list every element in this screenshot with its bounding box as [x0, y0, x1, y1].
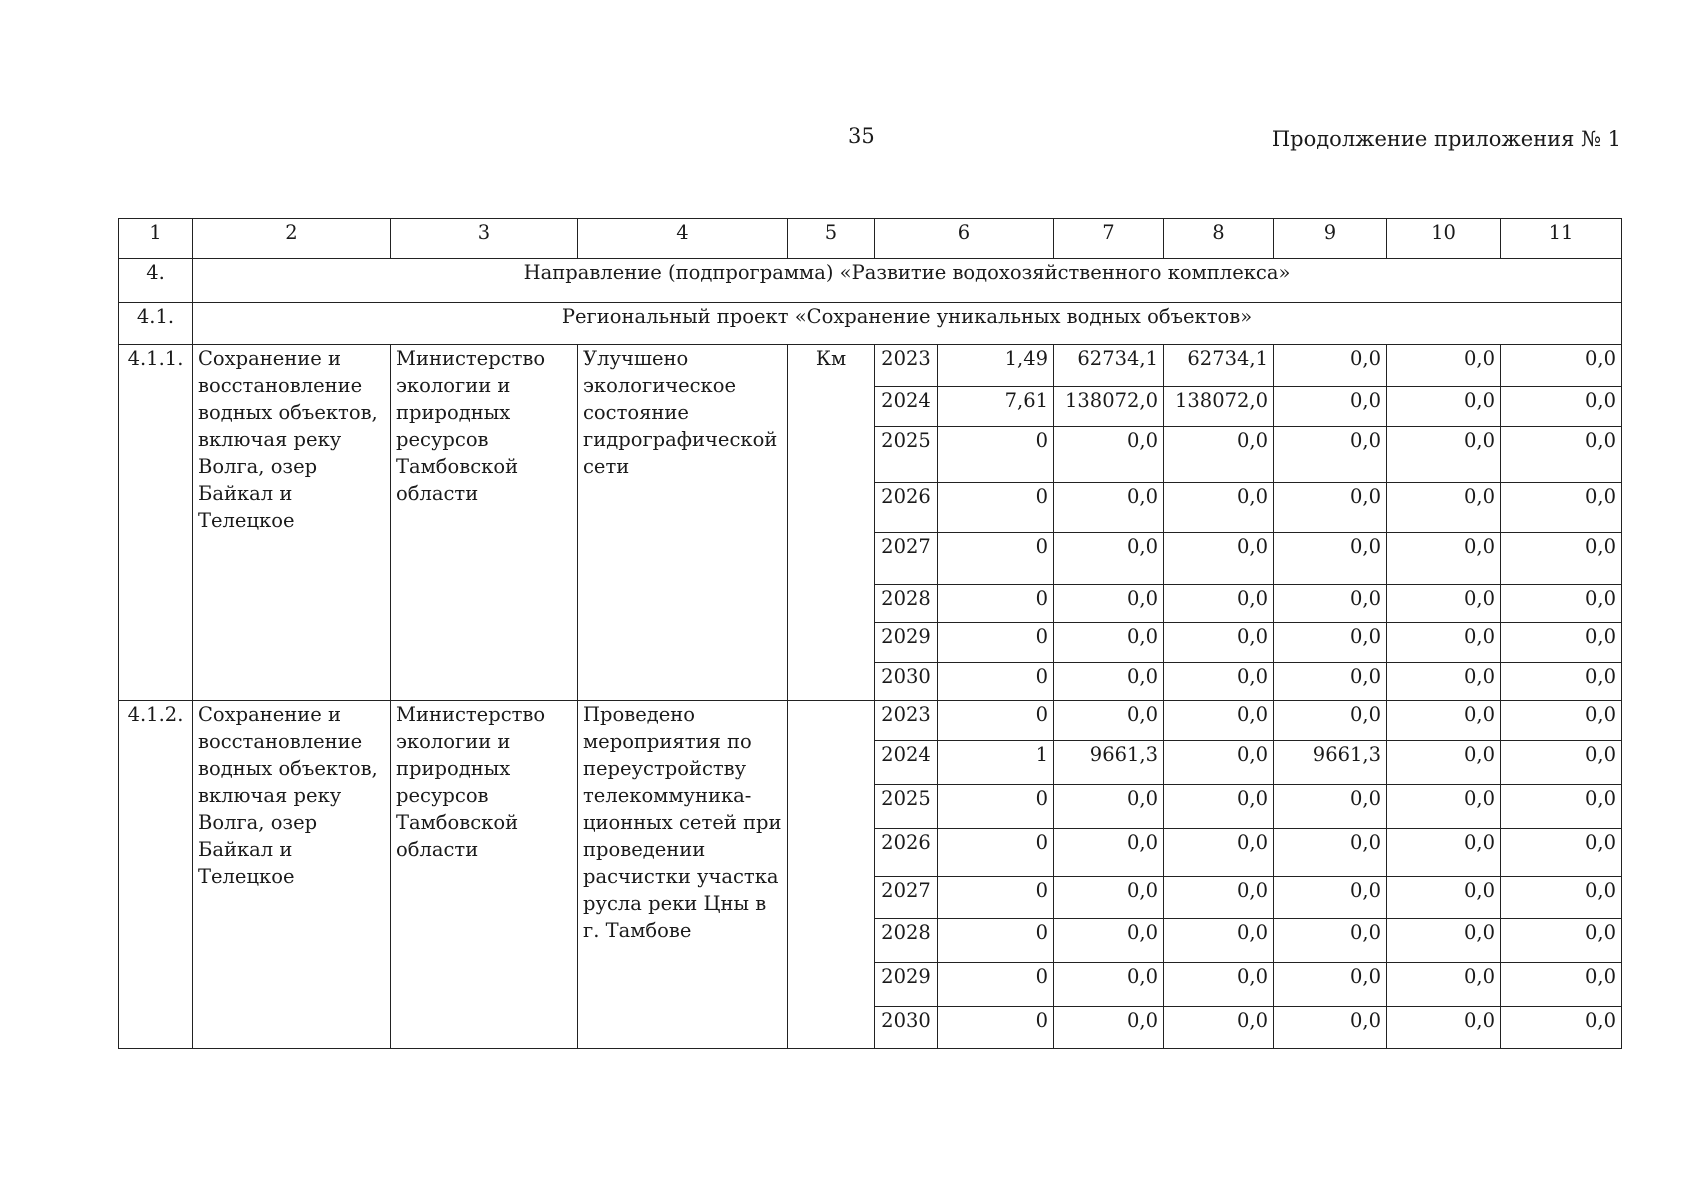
- year-cell: 2028: [875, 585, 938, 623]
- value-cell: 0,0: [1501, 533, 1622, 585]
- value-cell: 0,0: [1387, 427, 1501, 483]
- year-cell: 2027: [875, 877, 938, 919]
- value-cell: 0,0: [1164, 877, 1274, 919]
- value-cell: 1: [938, 741, 1054, 785]
- program-table: [118, 218, 1622, 1049]
- value-cell: 0,0: [1164, 701, 1274, 741]
- header-cell: 6: [875, 219, 1054, 259]
- value-cell: 0,0: [1387, 701, 1501, 741]
- year-cell: 2030: [875, 1007, 938, 1049]
- value-cell: 0,0: [1164, 585, 1274, 623]
- value-cell: 0,0: [1054, 829, 1164, 877]
- value-cell: 0: [938, 829, 1054, 877]
- value-cell: 0,0: [1501, 623, 1622, 663]
- value-cell: 0,0: [1274, 919, 1387, 963]
- executor: Министерство экологии и природных ресурсов Тамбовской области: [391, 701, 578, 1049]
- value-cell: 0,0: [1501, 427, 1622, 483]
- value-cell: 0,0: [1274, 427, 1387, 483]
- value-cell: 0,0: [1164, 663, 1274, 701]
- value-cell: 0,0: [1387, 623, 1501, 663]
- header-cell: 2: [193, 219, 391, 259]
- value-cell: 0,0: [1054, 877, 1164, 919]
- value-cell: 0,0: [1387, 387, 1501, 427]
- value-cell: 0,0: [1501, 345, 1622, 387]
- value-cell: 0,0: [1501, 877, 1622, 919]
- value-cell: 62734,1: [1054, 345, 1164, 387]
- value-cell: 0: [938, 919, 1054, 963]
- value-cell: 0: [938, 533, 1054, 585]
- value-cell: 0,0: [1164, 785, 1274, 829]
- value-cell: 0,0: [1274, 623, 1387, 663]
- result: Проведено мероприятия по переустройству телекоммуника-ционных сетей при проведении расчистки участка русла реки Цны в г. Тамбове: [578, 701, 788, 1049]
- unit: Км: [788, 345, 875, 701]
- year-row: [119, 701, 1622, 741]
- year-cell: 2025: [875, 427, 938, 483]
- value-cell: 0,0: [1501, 585, 1622, 623]
- header-cell: 3: [391, 219, 578, 259]
- value-cell: 0: [938, 585, 1054, 623]
- value-cell: 0,0: [1387, 585, 1501, 623]
- value-cell: 62734,1: [1164, 345, 1274, 387]
- value-cell: 0,0: [1274, 663, 1387, 701]
- value-cell: 0: [938, 623, 1054, 663]
- year-cell: 2023: [875, 701, 938, 741]
- year-cell: 2027: [875, 533, 938, 585]
- value-cell: 0,0: [1501, 741, 1622, 785]
- value-cell: 0: [938, 701, 1054, 741]
- value-cell: 0,0: [1387, 963, 1501, 1007]
- measure-name: Сохранение и восстановление водных объектов, включая реку Волга, озер Байкал и Телецкое: [193, 701, 391, 1049]
- row-number: 4.1.2.: [119, 701, 193, 1049]
- value-cell: 0,0: [1274, 483, 1387, 533]
- value-cell: 0,0: [1164, 829, 1274, 877]
- value-cell: 0,0: [1164, 533, 1274, 585]
- value-cell: 0,0: [1274, 829, 1387, 877]
- header-cell: 9: [1274, 219, 1387, 259]
- value-cell: 0,0: [1054, 623, 1164, 663]
- value-cell: 0,0: [1164, 1007, 1274, 1049]
- value-cell: 0,0: [1387, 1007, 1501, 1049]
- value-cell: 0,0: [1387, 829, 1501, 877]
- value-cell: 0,0: [1054, 427, 1164, 483]
- year-cell: 2024: [875, 741, 938, 785]
- year-cell: 2025: [875, 785, 938, 829]
- section-row: [119, 259, 1622, 303]
- value-cell: 0,0: [1054, 533, 1164, 585]
- year-cell: 2029: [875, 623, 938, 663]
- section-number: 4.: [119, 259, 193, 303]
- value-cell: 0,0: [1274, 345, 1387, 387]
- header-row: [119, 219, 1622, 259]
- value-cell: 0,0: [1501, 919, 1622, 963]
- value-cell: 0,0: [1274, 1007, 1387, 1049]
- header-cell: 5: [788, 219, 875, 259]
- value-cell: 0: [938, 1007, 1054, 1049]
- value-cell: 0: [938, 427, 1054, 483]
- value-cell: 0,0: [1387, 533, 1501, 585]
- value-cell: 0,0: [1387, 785, 1501, 829]
- year-cell: 2026: [875, 483, 938, 533]
- value-cell: 0: [938, 663, 1054, 701]
- value-cell: 0,0: [1054, 483, 1164, 533]
- value-cell: 0,0: [1387, 877, 1501, 919]
- value-cell: 0,0: [1501, 663, 1622, 701]
- value-cell: 0,0: [1054, 663, 1164, 701]
- header-cell: 7: [1054, 219, 1164, 259]
- value-cell: 0,0: [1274, 701, 1387, 741]
- value-cell: 0,0: [1274, 387, 1387, 427]
- year-cell: 2030: [875, 663, 938, 701]
- value-cell: 0: [938, 785, 1054, 829]
- value-cell: 0,0: [1501, 785, 1622, 829]
- header-cell: 11: [1501, 219, 1622, 259]
- value-cell: 0,0: [1501, 829, 1622, 877]
- year-row: [119, 345, 1622, 387]
- value-cell: 0,0: [1501, 701, 1622, 741]
- value-cell: 9661,3: [1274, 741, 1387, 785]
- value-cell: 0,0: [1054, 963, 1164, 1007]
- value-cell: 0,0: [1054, 919, 1164, 963]
- measure-name: Сохранение и восстановление водных объектов, включая реку Волга, озер Байкал и Телецкое: [193, 345, 391, 701]
- result: Улучшено экологическое состояние гидрографической сети: [578, 345, 788, 701]
- value-cell: 0,0: [1164, 919, 1274, 963]
- value-cell: 138072,0: [1054, 387, 1164, 427]
- value-cell: 0,0: [1387, 663, 1501, 701]
- header-cell: 1: [119, 219, 193, 259]
- unit: [788, 701, 875, 1049]
- page-number: 35: [848, 124, 875, 148]
- value-cell: 0,0: [1274, 877, 1387, 919]
- value-cell: 0,0: [1054, 1007, 1164, 1049]
- value-cell: 0,0: [1164, 623, 1274, 663]
- subsection-title: Региональный проект «Сохранение уникальных водных объектов»: [193, 303, 1622, 345]
- value-cell: 0,0: [1054, 701, 1164, 741]
- value-cell: 138072,0: [1164, 387, 1274, 427]
- value-cell: 0,0: [1164, 483, 1274, 533]
- value-cell: 1,49: [938, 345, 1054, 387]
- value-cell: 0,0: [1054, 785, 1164, 829]
- value-cell: 0,0: [1501, 387, 1622, 427]
- executor: Министерство экологии и природных ресурсов Тамбовской области: [391, 345, 578, 701]
- value-cell: 0,0: [1274, 963, 1387, 1007]
- value-cell: 9661,3: [1054, 741, 1164, 785]
- value-cell: 0,0: [1387, 919, 1501, 963]
- value-cell: 0,0: [1501, 483, 1622, 533]
- value-cell: 0: [938, 877, 1054, 919]
- row-number: 4.1.1.: [119, 345, 193, 701]
- header-cell: 4: [578, 219, 788, 259]
- subsection-number: 4.1.: [119, 303, 193, 345]
- value-cell: 0,0: [1164, 741, 1274, 785]
- year-cell: 2028: [875, 919, 938, 963]
- header-cell: 10: [1387, 219, 1501, 259]
- year-cell: 2029: [875, 963, 938, 1007]
- appendix-note: Продолжение приложения № 1: [1271, 127, 1621, 151]
- header-cell: 8: [1164, 219, 1274, 259]
- value-cell: 7,61: [938, 387, 1054, 427]
- year-cell: 2024: [875, 387, 938, 427]
- value-cell: 0,0: [1387, 345, 1501, 387]
- value-cell: 0,0: [1274, 585, 1387, 623]
- value-cell: 0: [938, 963, 1054, 1007]
- year-cell: 2026: [875, 829, 938, 877]
- value-cell: 0,0: [1274, 785, 1387, 829]
- value-cell: 0,0: [1054, 585, 1164, 623]
- value-cell: 0,0: [1501, 1007, 1622, 1049]
- value-cell: 0,0: [1274, 533, 1387, 585]
- section-title: Направление (подпрограмма) «Развитие водохозяйственного комплекса»: [193, 259, 1622, 303]
- value-cell: 0,0: [1164, 963, 1274, 1007]
- value-cell: 0,0: [1387, 741, 1501, 785]
- value-cell: 0,0: [1164, 427, 1274, 483]
- subsection-row: [119, 303, 1622, 345]
- value-cell: 0,0: [1387, 483, 1501, 533]
- value-cell: 0,0: [1501, 963, 1622, 1007]
- year-cell: 2023: [875, 345, 938, 387]
- value-cell: 0: [938, 483, 1054, 533]
